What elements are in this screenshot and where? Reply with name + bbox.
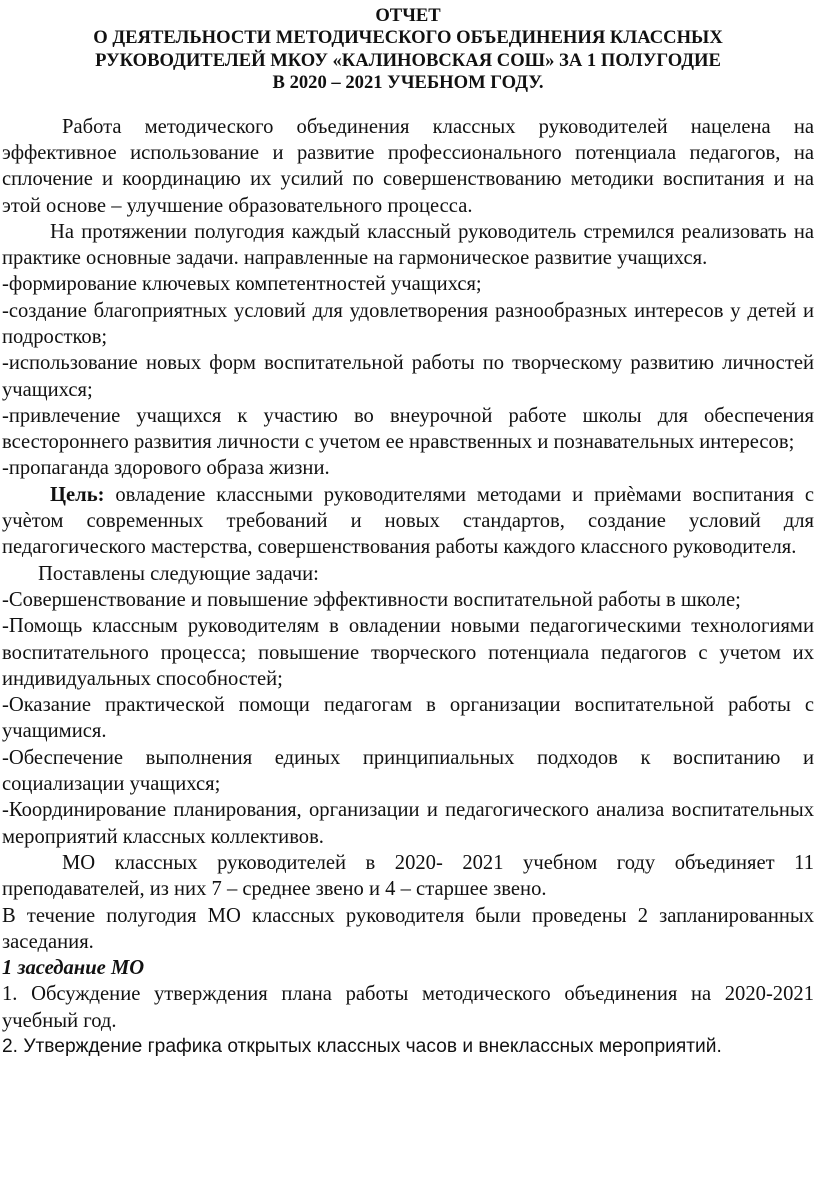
task-item: -использование новых форм воспитательной работы по творческому развитию личностей учащихся; (2, 352, 814, 401)
goal-paragraph (2, 482, 814, 561)
title-line: В 2020 – 2021 УЧЕБНОМ ГОДУ. (272, 72, 544, 94)
objective-item: -Совершенствование и повышение эффективности воспитательной работы в школе; (2, 588, 741, 611)
meetings-paragraph: В течение полугодия МО классных руководителя были проведены 2 запланированных заседания. (2, 904, 814, 953)
task-item: -пропаганда здорового образа жизни. (2, 457, 330, 480)
title-line: ОТЧЕТ (375, 5, 441, 26)
title-line: РУКОВОДИТЕЛЕЙ МКОУ «КАЛИНОВСКАЯ СОШ» ЗА 1 ПОЛУГОДИЕ (95, 49, 721, 71)
report-title (2, 5, 814, 95)
session-item: 2. Утверждение графика открытых классных часов и внеклассных мероприятий. (2, 1036, 722, 1058)
objective-item: -Оказание практической помощи педагогам в организации воспитательной работы с учащимися. (2, 694, 814, 743)
session-title: 1 заседание МО (2, 957, 145, 980)
tasks-intro-paragraph: На протяжении полугодия каждый классный руководитель стремился реализовать на практике основные задачи. направленные на гармоническое развитие учащихся. (2, 220, 814, 270)
task-item: -создание благоприятных условий для удовлетворения разнообразных интересов у детей и подростков; (2, 299, 814, 348)
goal-label: Цель: (50, 483, 105, 506)
objectives-intro: Поставлены следующие задачи: (38, 562, 319, 585)
title-line: О ДЕЯТЕЛЬНОСТИ МЕТОДИЧЕСКОГО ОБЪЕДИНЕНИЯ КЛАССНЫХ (93, 27, 723, 49)
objective-item: -Координирование планирования, организации и педагогического анализа воспитательных мероприятий классных коллективов. (2, 799, 814, 848)
goal-text: овладение классными руководителями методами и приѐмами воспитания с учѐтом современных требований и новых стандартов, создание условий для педагогического мастерства, совершенствования работы каждого классного руководителя. (2, 483, 814, 559)
task-item: -привлечение учащихся к участию во внеурочной работе школы для обеспечения всестороннего развития личности с учетом ее нравственных и познавательных интересов; (2, 404, 814, 454)
session-item: 1. Обсуждение утверждения плана работы методического объединения на 2020-2021 учебный год. (2, 983, 814, 1032)
objective-item: -Помощь классным руководителям в овладении новыми педагогическими технологиями воспитательного процесса; повышение творческого потенциала педагогов с учетом их индивидуальных способностей; (2, 615, 814, 690)
objective-item: -Обеспечение выполнения единых принципиальных подходов к воспитанию и социализации учащихся; (2, 746, 814, 796)
intro-paragraph: Работа методического объединения классных руководителей нацелена на эффективное использование и развитие профессионального потенциала педагогов, на сплочение и координацию их усилий по совершенствованию методики воспитания и на этой основе – улучшение образовательного процесса. (2, 115, 814, 217)
composition-paragraph: МО классных руководителей в 2020- 2021 учебном году объединяет 11 преподавателей, из них 7 – среднее звено и 4 – старшее звено. (2, 851, 814, 901)
task-item: -формирование ключевых компетентностей учащихся; (2, 273, 482, 296)
